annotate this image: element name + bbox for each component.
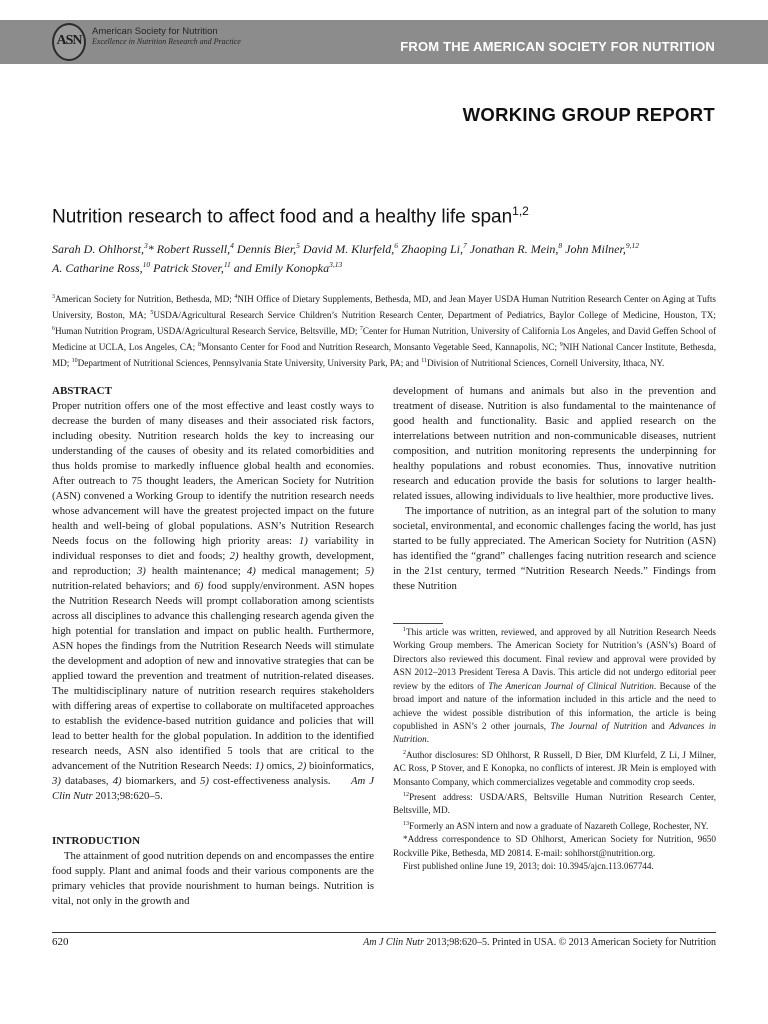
footnote: $^{12}$Present address: USDA/ARS, Beltsville Human Nutrition Research Center, Beltsville, MD. — [393, 792, 716, 816]
article-title-footnote-ref: 1,2 — [512, 204, 529, 218]
body-paragraph: development of humans and animals but also in the prevention and treatment of disease. Nutrition is also fundamental to the maintenance of good health and functionality. Basic and applied research on the interrelations between nutrition and non-communicable diseases, nutrient composition, and nutrition monitoring represents the underpinning for healthy populations and robust economies. Thus, innovative nutrition research and education provide the basis for solutions to larger health-related issues, allowing individuals to live healthier, more productive lives. — [393, 385, 716, 502]
article-title — [52, 204, 529, 228]
body-paragraph: The importance of nutrition, as an integral part of the solution to many societal, environmental, and economic challenges facing the world, has just started to be fully appreciated. The American Society for Nutrition (ASN) has identified the “grand” challenges facing nutrition research and science in the 21st century, termed “Nutrition Research Needs.” Findings from these Nutrition — [393, 505, 716, 592]
affiliations: $^3$American Society for Nutrition, Bethesda, MD; $^4$NIH Office of Dietary Supplements, Bethesda, MD, and Jean Mayer USDA Human Nutrition Research Center on Aging at Tufts University, Boston, MA; $^5$USDA/Agricultural Research Service Children’s Nutrition Research Center, Department of Pediatrics, Baylor College of Medicine, Houston, TX; $^6$Human Nutrition Program, USDA/Agricultural Research Service, Beltsville, MD; $^7$Center for Human Nutrition, University of California Los Angeles, and David Geffen School of Medicine at UCLA, Los Angeles, CA; $^8$Monsanto Center for Food and Nutrition Research, Monsanto Vegetable Seed, Kannapolis, NC; $^9$NIH National Cancer Institute, Bethesda, MD; $^{10}$Department of Nutritional Sciences, Pennsylvania State University, University Park, PA; and $^{11}$Division of Nutritional Sciences, Cornell University, Ithaca, NY. — [52, 294, 717, 369]
page-number: 620 — [52, 936, 69, 948]
banner-title: FROM THE AMERICAN SOCIETY FOR NUTRITION — [400, 39, 715, 54]
author-list: Sarah D. Ohlhorst,$^3$* Robert Russell,$^4$ Dennis Bier,$^5$ David M. Klurfeld,$^6$ Zhaoping Li,$^7$ Jonathan R. Mein,$^8$ John Milner,$^{9,12}$ A. Catharine Ross,$^{10}$ Patrick Stover,$^{11}$ and Emily Konopka$^{3,13}$ — [52, 241, 639, 275]
footnote: $^1$This article was written, reviewed, and approved by all Nutrition Research Needs Working Group members. The American Society for Nutrition’s (ASN’s) Board of Directors also reviewed this document. Final review and approval were provided by ASN 2012–2013 President Teresa A Davis. This article did not undergo editorial peer review by the editors of The American Journal of Clinical Nutrition. Because of the broad import and nature of the information included in this article and the need to achieve the widest possible distribution of this information, the article is being copublished in ASN’s 2 other journals, The Journal of Nutrition and Advances in Nutrition. — [393, 627, 716, 745]
footnote: $^{13}$Formerly an ASN intern and now a graduate of Nazareth College, Rochester, NY. — [403, 820, 709, 831]
footnote: First published online June 19, 2013; doi: 10.3945/ajcn.113.067744. — [403, 861, 654, 872]
introduction-text: The attainment of good nutrition depends on and encompasses the entire food supply. Plant and animal foods and their various components are the primary vehicles that provide nourishment to human beings. Nutrition is vital, not only in the growth and — [52, 850, 374, 907]
introduction-heading: INTRODUCTION — [52, 835, 141, 847]
footnote: $^2$Author disclosures: SD Ohlhorst, R Russell, D Bier, DM Klurfeld, Z Li, J Milner, AC Ross, P Stover, and E Konopka, no conflicts of interest. JR Mein is employed with Monsanto Company, which commercializes vegetable and commodity crop seeds. — [393, 749, 716, 787]
asn-logo: ASN — [52, 23, 86, 61]
footer-citation: Am J Clin Nutr 2013;98:620–5. Printed in USA. © 2013 American Society for Nutrition — [363, 937, 716, 948]
left-column — [52, 384, 374, 909]
org-tagline: Excellence in Nutrition Research and Practice — [92, 37, 241, 46]
abstract-text: Proper nutrition offers one of the most effective and least costly ways to decrease the burden of many diseases and their associated risk factors, including obesity. Nutrition research holds the key to increasing our understanding of the causes of obesity and its related comorbidities and thus holds promise to markedly influence global health and economies. After outreach to 75 thought leaders, the American Society for Nutrition (ASN) convened a Working Group to identify the nutrition research needs whose advancement will have the greatest projected impact on the future health and well-being of global populations. ASN’s Nutrition Research Needs focus on the following high priority areas: 1) variability in individual responses to diet and foods; 2) healthy growth, development, and reproduction; 3) health maintenance; 4) medical management; 5) nutrition-related behaviors; and 6) food supply/environment. ASN hopes the Nutrition Research Needs will prompt collaboration among scientists across all disciplines to advance this challenging research agenda given the high potential for translation and impact on public health. Furthermore, ASN hopes the findings from the Nutrition Research Needs will stimulate the development and adoption of new and innovative strategies that can be applied toward the prevention and treatment of nutrition-related diseases. The multidisciplinary nature of nutrition research requires stakeholders with differing areas of expertise to collaborate on multifaceted approaches to establish the evidence-based nutrition guidance and policies that will lead to better health for the global population. In addition to the identified research needs, ASN also identified 5 tools that are critical to the advancement of the Nutrition Research Needs: 1) omics, 2) bioinformatics, 3) databases, 4) biomarkers, and 5) cost-effectiveness analysis. Am J Clin Nutr 2013;98:620–5. — [52, 400, 375, 802]
org-name: American Society for Nutrition — [92, 26, 218, 37]
footer-rule — [52, 932, 716, 933]
section-label: WORKING GROUP REPORT — [462, 104, 715, 125]
footnote: *Address correspondence to SD Ohlhorst, American Society for Nutrition, 9650 Rockville Pike, Bethesda, MD 20814. E-mail: sohlhorst@nutrition.org. — [393, 834, 716, 858]
article-title-text: Nutrition research to affect food and a healthy life span — [52, 206, 513, 228]
right-column — [393, 384, 716, 874]
abstract-heading: ABSTRACT — [52, 385, 112, 397]
